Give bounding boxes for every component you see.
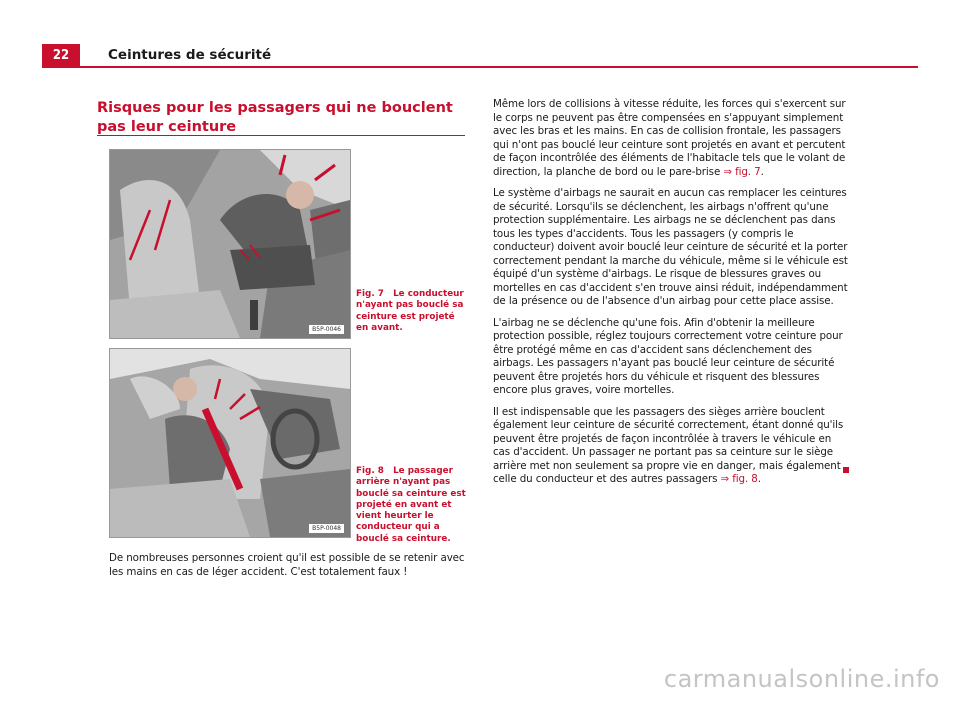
- caption-text: Le conducteur n'ayant pas bouclé sa ceinture est projeté en avant.: [356, 289, 464, 333]
- section-title: Risques pour les passagers qui ne bouclent pas leur ceinture: [97, 100, 453, 135]
- figure-8-caption: [356, 466, 466, 545]
- rear-passenger-crash-illustration: [110, 349, 350, 537]
- page-number: 22: [42, 44, 80, 66]
- figure-label: Fig. 8: [356, 466, 384, 476]
- paragraph-rear-passengers: Il est indispensable que les passagers des sièges arrière bouclent également leur ceinture de sécurité correctement, étant donné qu'ils peuvent être projetés de façon incontrôlée à travers le véhicule en cas d'accident. Un passager ne portant pas sa ceinture sur le siège arrière met non seulement sa propre vie en danger, mais également celle du conducteur et des autres passagers ⇒ fig. 8.: [493, 405, 844, 485]
- header-divider: [42, 66, 918, 68]
- figure-7-illustration: [109, 149, 351, 339]
- figure-code: B5P-0046: [309, 325, 344, 334]
- figure-code: B5P-0048: [309, 524, 344, 533]
- driver-crash-illustration: [110, 150, 350, 338]
- figure-7-caption: [356, 289, 466, 334]
- paragraph-text: Même lors de collisions à vitesse réduite, les forces qui s'exercent sur le corps ne peuvent pas être compensées en s'appuyant simplement avec les bras et les mains. En cas de collision frontale, les passagers qui n'ont pas bouclé leur ceinture sont projetés en avant et percutent de façon incontrôlée des éléments de l'habitacle tels que le volant de direction, la planche de bord ou le pare-brise: [493, 98, 846, 178]
- paragraph-text: Il est indispensable que les passagers des sièges arrière bouclent également leur ceinture de sécurité correctement, étant donné qu'ils peuvent être projetés de façon incontrôlée à travers le véhicule en cas d'accident. Un passager ne portant pas sa ceinture sur le siège arrière met non seulement sa propre vie en danger, mais également celle du conducteur et des autres passagers: [493, 405, 844, 485]
- intro-paragraph: De nombreuses personnes croient qu'il est possible de se retenir avec les mains en cas de léger accident. C'est totalement faux !: [109, 552, 465, 578]
- caption-text: Le passager arrière n'ayant pas bouclé sa ceinture est projeté en avant et vient heurter le conducteur qui a bouclé sa ceinture.: [356, 466, 466, 544]
- page-header: [0, 0, 960, 70]
- figure-8-illustration: [109, 348, 351, 538]
- section-end-marker: [843, 467, 849, 473]
- paragraph-airbag-once: L'airbag ne se déclenche qu'une fois. Afin d'obtenir la meilleure protection possible, réglez toujours correctement votre ceinture pour être protégé même en cas d'accident sans déclenchement des airbags. Les passagers n'ayant pas bouclé leur ceinture de sécurité peuvent être projetés hors du véhicule et risquent des blessures encore plus graves, voire mortelles.: [493, 316, 843, 396]
- section-divider: [97, 135, 465, 136]
- chapter-title: Ceintures de sécurité: [108, 47, 272, 63]
- watermark: carmanualsonline.info: [663, 665, 940, 693]
- figure-label: Fig. 7: [356, 289, 384, 299]
- right-column: [493, 98, 851, 495]
- figure-8-link[interactable]: ⇒ fig. 8: [720, 473, 758, 485]
- paragraph-collision-forces: Même lors de collisions à vitesse réduite, les forces qui s'exercent sur le corps ne peuvent pas être compensées en s'appuyant simplement avec les bras et les mains. En cas de collision frontale, les passagers qui n'ont pas bouclé leur ceinture sont projetés en avant et percutent de façon incontrôlée des éléments de l'habitacle tels que le volant de direction, la planche de bord ou le pare-brise ⇒ fig. 7.: [493, 98, 846, 178]
- paragraph-airbag-system: Le système d'airbags ne saurait en aucun cas remplacer les ceintures de sécurité. Lorsqu'ils se déclenchent, les airbags n'offrent qu'une protection supplémentaire. Les airbags ne se déclenchent pas dans tous les types d'accidents. Tous les passagers (y compris le conducteur) doivent avoir bouclé leur ceinture de sécurité et la porter correctement pendant la marche du véhicule, même si le véhicule est équipé d'un système d'airbags. Le risque de blessures graves ou mortelles en cas d'accident s'en trouve ainsi réduit, indépendamment de la présence ou de l'absence d'un airbag pour cette place assise.: [493, 187, 848, 307]
- figure-7-link[interactable]: ⇒ fig. 7: [723, 165, 761, 178]
